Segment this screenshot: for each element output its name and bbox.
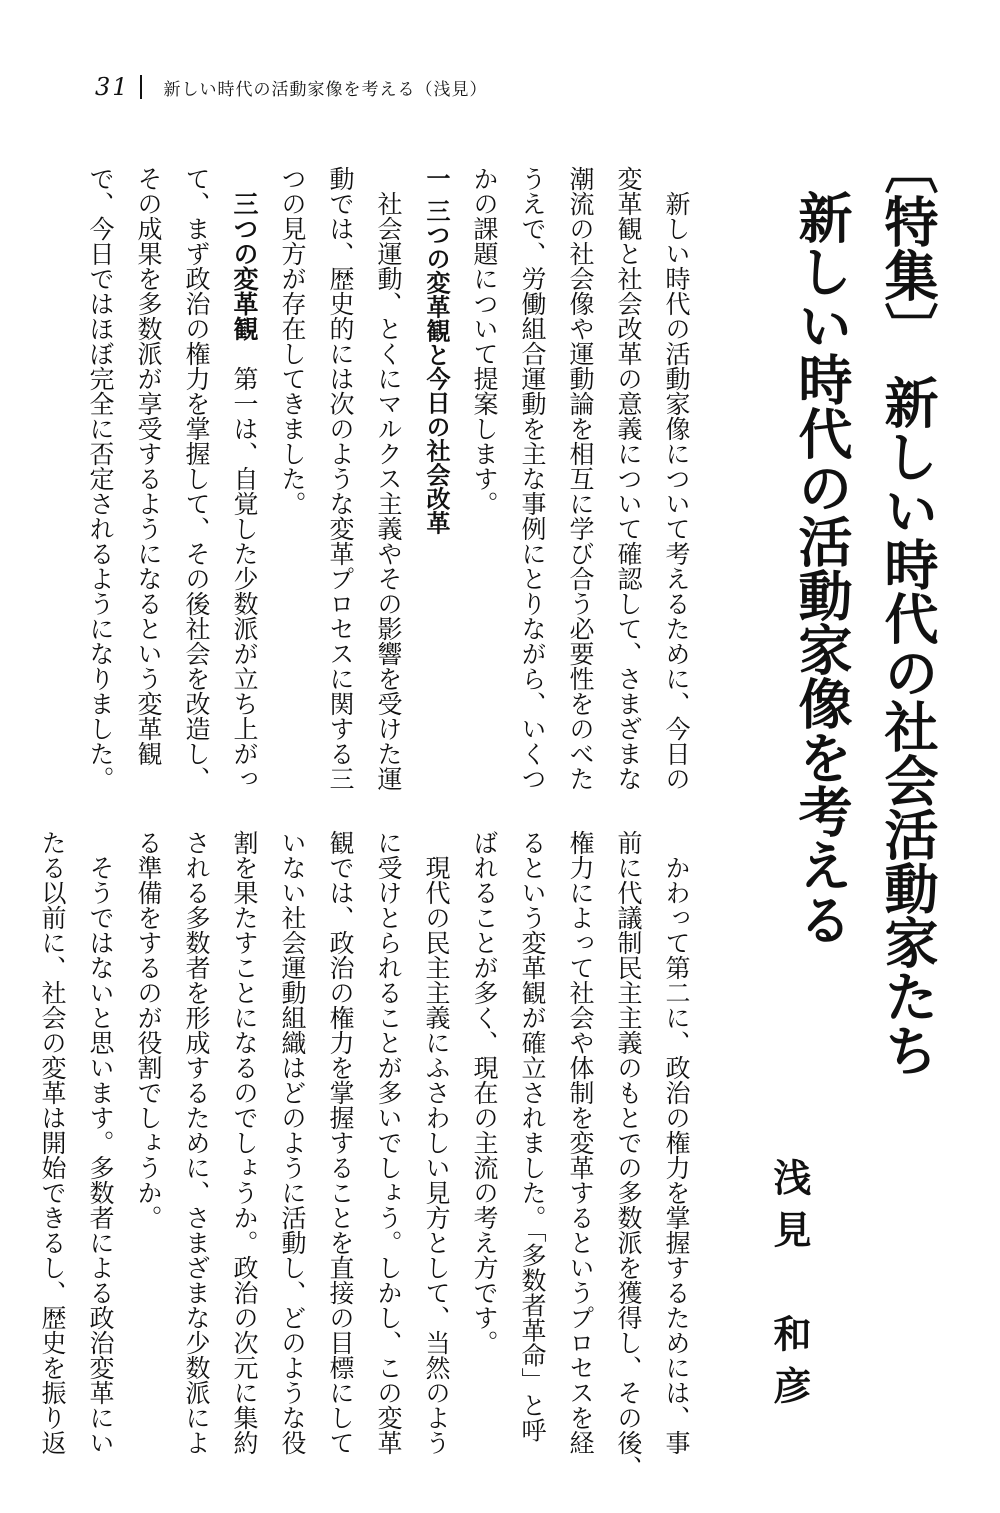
header-separator <box>140 75 142 99</box>
text-line: 現代の民主主義にふさわしい見方として、当然のよう <box>422 830 451 1455</box>
text-line: 社会運動、とくにマルクス主義やその影響を受けた運 <box>374 166 403 791</box>
inline-text: 第一は、自覚した少数派が立ち上がっ <box>230 341 259 791</box>
text-line: る準備をするのが役割でしょうか。 <box>134 830 163 1230</box>
running-header <box>95 70 488 104</box>
text-line: るという変革観が確立されました。「多数者革命」と呼 <box>518 830 547 1443</box>
text-line: 前に代議制民主主義のもとでの多数派を獲得し、その後、 <box>614 830 643 1480</box>
text-line: その成果を多数派が享受するようになるという変革観 <box>134 166 163 766</box>
text-line: で、今日ではほぼ完全に否定されるようになりました。 <box>86 166 115 791</box>
text-line: ばれることが多く、現在の主流の考え方です。 <box>470 830 499 1355</box>
top-text-column <box>76 166 700 791</box>
text-line: 新しい時代の活動家像について考えるために、今日の <box>662 166 691 791</box>
section-heading: 一 三つの変革観と今日の社会改革 <box>422 166 450 535</box>
bottom-text-column <box>28 830 700 1480</box>
text-line: に受けとられることが多いでしょう。しかし、この変革 <box>374 830 403 1455</box>
text-line: 観では、政治の権力を掌握することを直接の目標にして <box>326 830 355 1455</box>
text-line: て、まず政治の権力を掌握して、その後社会を改造し、 <box>182 166 211 791</box>
text-line: 動では、歴史的には次のような変革プロセスに関する三 <box>326 166 355 791</box>
text-line <box>220 166 268 791</box>
text-line: 割を果たすことになるのでしょうか。政治の次元に集約 <box>230 830 259 1455</box>
title-line-1: 〔特集〕 新しい時代の社会活動家たち <box>876 140 939 1077</box>
text-line: たる以前に、社会の変革は開始できるし、歴史を振り返 <box>38 830 67 1455</box>
text-line: うえで、労働組合運動を主な事例にとりながら、いくつ <box>518 166 547 791</box>
text-line: つの見方が存在してきました。 <box>278 166 307 516</box>
text-line: 潮流の社会像や運動論を相互に学び合う必要性をのべた <box>566 166 595 791</box>
inline-heading: 三つの変革観 <box>230 166 259 341</box>
text-line: かの課題について提案します。 <box>470 166 499 516</box>
title-line-2: 新しい時代の活動家像を考える <box>790 190 853 946</box>
text-line: 権力によって社会や体制を変革するというプロセスを経 <box>566 830 595 1455</box>
text-line: そうではないと思います。多数者による政治変革にい <box>86 830 115 1455</box>
text-line: いない社会運動組織はどのように活動し、どのような役 <box>278 830 307 1455</box>
text-line: かわって第二に、政治の権力を掌握するためには、事 <box>662 830 691 1455</box>
text-line: 変革観と社会改革の意義について確認して、さまざまな <box>614 166 643 791</box>
text-line: される多数者を形成するために、さまざまな少数派によ <box>182 830 211 1455</box>
author-name: 浅見 和彦 <box>767 1158 811 1418</box>
page-number: 31 <box>95 73 130 101</box>
article-title <box>778 140 950 1077</box>
running-title: 新しい時代の活動家像を考える（浅見） <box>163 79 488 100</box>
